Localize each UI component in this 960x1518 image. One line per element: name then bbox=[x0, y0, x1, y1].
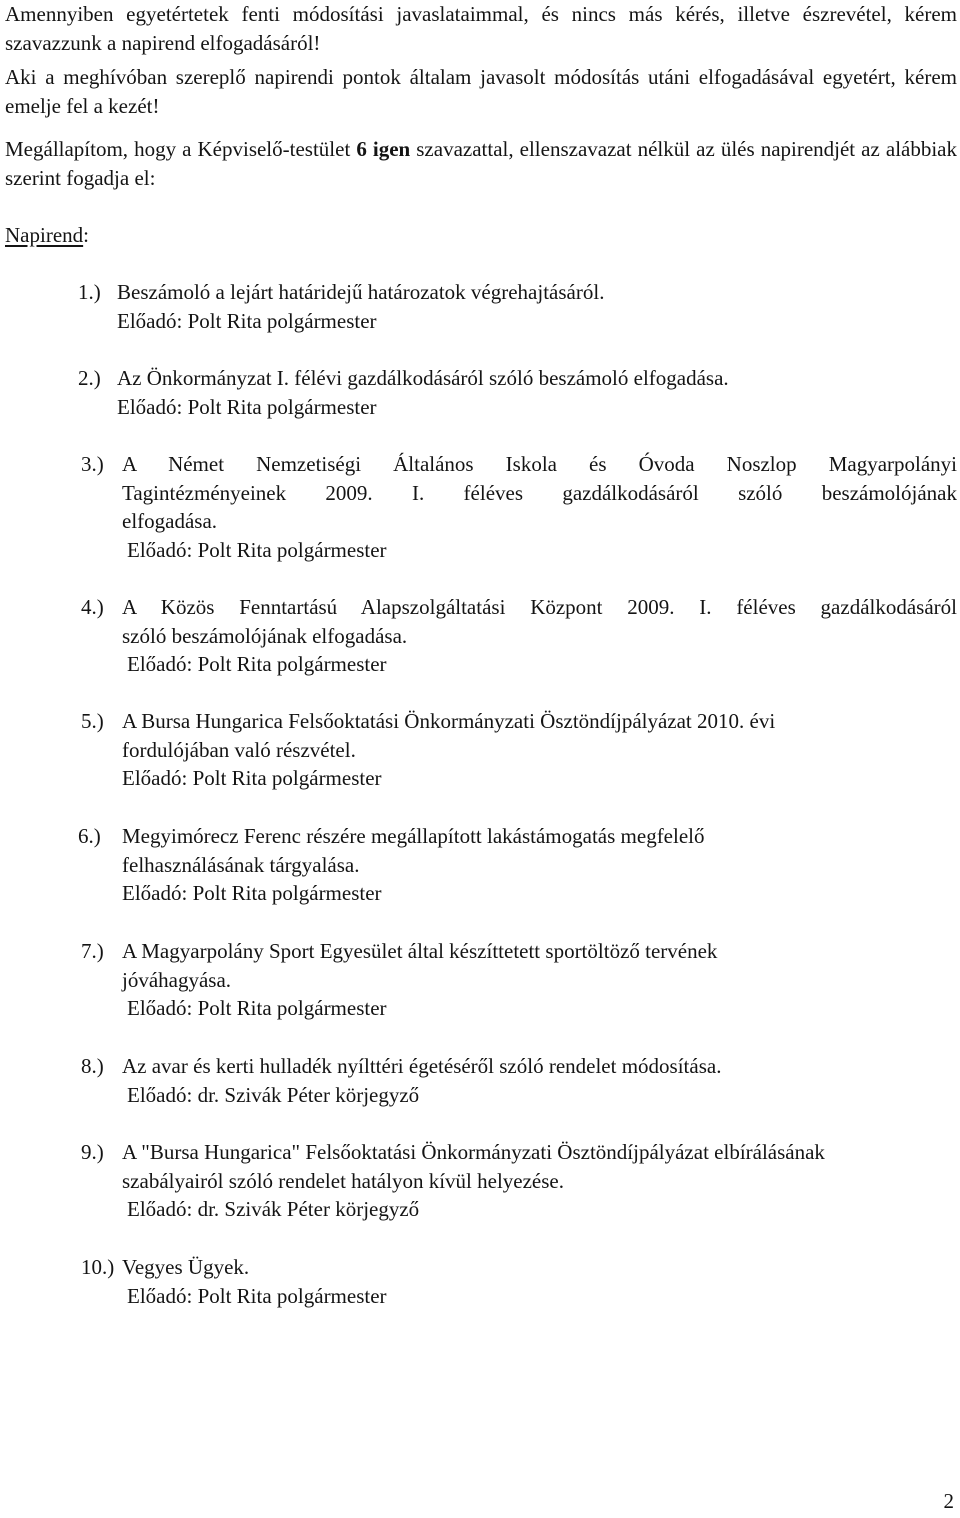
agenda-item-title: fordulójában való részvétel. bbox=[122, 737, 356, 762]
agenda-item-presenter: Előadó: Polt Rita polgármester bbox=[127, 1283, 387, 1308]
agenda-item-title: A Magyarpolány Sport Egyesület által készíttetett sportöltöző tervének bbox=[122, 939, 718, 963]
agenda-item-presenter: Előadó: Polt Rita polgármester bbox=[127, 996, 387, 1021]
agenda-item-presenter: Előadó: dr. Szivák Péter körjegyző bbox=[127, 1082, 420, 1107]
agenda-item-number: 7.) bbox=[81, 939, 104, 963]
agenda-item-title: Az Önkormányzat I. félévi gazdálkodásáról szóló beszámoló elfogadása. bbox=[117, 366, 729, 390]
agenda-item-body bbox=[117, 278, 957, 335]
agenda-item-title: szóló beszámolójának elfogadása. bbox=[122, 623, 408, 648]
agenda-item-number: 9.) bbox=[81, 1140, 104, 1164]
agenda-item-body bbox=[122, 707, 957, 793]
agenda-item-title: Tagintézményeinek 2009. I. féléves gazdálkodásáról szóló beszámolójának bbox=[122, 480, 957, 505]
agenda-item-body bbox=[122, 593, 957, 679]
agenda-item-number: 3.) bbox=[81, 452, 104, 476]
paragraph-vote-request: Amennyiben egyetértetek fenti módosítási javaslataimmal, és nincs más kérés, illetve észrevétel, kérem szavazzunk a napirend elfogadásáról! bbox=[5, 2, 957, 55]
agenda-item-title: elfogadása. bbox=[122, 509, 218, 534]
agenda-item-title: Vegyes Ügyek. bbox=[122, 1255, 250, 1279]
agenda-item-number: 8.) bbox=[81, 1054, 104, 1078]
paragraph-raise-hands: Aki a meghívóban szereplő napirendi pontok általam javasolt módosítás utáni elfogadásával egyetért, kérem emelje fel a kezét! bbox=[5, 65, 957, 118]
agenda-item-presenter: Előadó: Polt Rita polgármester bbox=[117, 394, 377, 419]
agenda-item-number: 10.) bbox=[81, 1255, 115, 1279]
agenda-item-presenter: Előadó: Polt Rita polgármester bbox=[122, 766, 382, 791]
agenda-item-title: felhasználásának tárgyalása. bbox=[122, 852, 360, 877]
agenda-item-body bbox=[122, 822, 957, 908]
agenda-item-number: 2.) bbox=[78, 366, 101, 390]
agenda-item-presenter: Előadó: Polt Rita polgármester bbox=[127, 537, 387, 562]
agenda-item-title: Az avar és kerti hulladék nyílttéri égetéséről szóló rendelet módosítása. bbox=[122, 1054, 722, 1078]
agenda-heading-colon: : bbox=[83, 223, 89, 247]
agenda-item-presenter: Előadó: Polt Rita polgármester bbox=[117, 308, 377, 333]
agenda-item-number: 6.) bbox=[78, 824, 101, 848]
agenda-item-body bbox=[122, 1052, 957, 1109]
agenda-item-body bbox=[122, 1253, 957, 1310]
agenda-item-title: A "Bursa Hungarica" Felsőoktatási Önkormányzati Ösztöndíjpályázat elbírálásának bbox=[122, 1140, 825, 1164]
agenda-item-presenter: Előadó: Polt Rita polgármester bbox=[122, 881, 382, 906]
resolution-text-start: Megállapítom, hogy a Képviselő-testület bbox=[5, 137, 357, 161]
paragraph-resolution bbox=[5, 135, 957, 192]
agenda-item-title: szabályairól szóló rendelet hatályon kívül helyezése. bbox=[122, 1168, 564, 1193]
agenda-item-number: 1.) bbox=[78, 280, 101, 304]
agenda-item-presenter: Előadó: dr. Szivák Péter körjegyző bbox=[127, 1197, 420, 1222]
agenda-item-number: 5.) bbox=[81, 709, 104, 733]
agenda-item-title: Beszámoló a lejárt határidejű határozatok végrehajtásáról. bbox=[117, 280, 605, 304]
agenda-item-body bbox=[122, 450, 957, 564]
agenda-heading bbox=[5, 221, 89, 250]
agenda-item-body bbox=[122, 937, 957, 1023]
agenda-item-title: A Bursa Hungarica Felsőoktatási Önkormányzati Ösztöndíjpályázat 2010. évi bbox=[122, 709, 776, 733]
resolution-text-end: szavazattal, ellenszavazat nélkül az ülés napirendjét az alábbiak szerint fogadja el: bbox=[5, 137, 957, 190]
agenda-item-title: jóváhagyása. bbox=[122, 967, 232, 992]
page-number: 2 bbox=[943, 1489, 954, 1514]
agenda-item-number: 4.) bbox=[81, 595, 104, 619]
agenda-item-title: A Közös Fenntartású Alapszolgáltatási Központ 2009. I. féléves gazdálkodásáról bbox=[122, 595, 957, 619]
agenda-item-body bbox=[117, 364, 957, 421]
agenda-heading-label: Napirend bbox=[5, 223, 84, 247]
agenda-item-body bbox=[122, 1138, 957, 1224]
agenda-item-presenter: Előadó: Polt Rita polgármester bbox=[127, 652, 387, 677]
agenda-item-title: A Német Nemzetiségi Általános Iskola és Óvoda Noszlop Magyarpolányi bbox=[122, 452, 957, 476]
vote-count: 6 igen bbox=[356, 137, 411, 161]
agenda-item-title: Megyimórecz Ferenc részére megállapított lakástámogatás megfelelő bbox=[122, 824, 705, 848]
